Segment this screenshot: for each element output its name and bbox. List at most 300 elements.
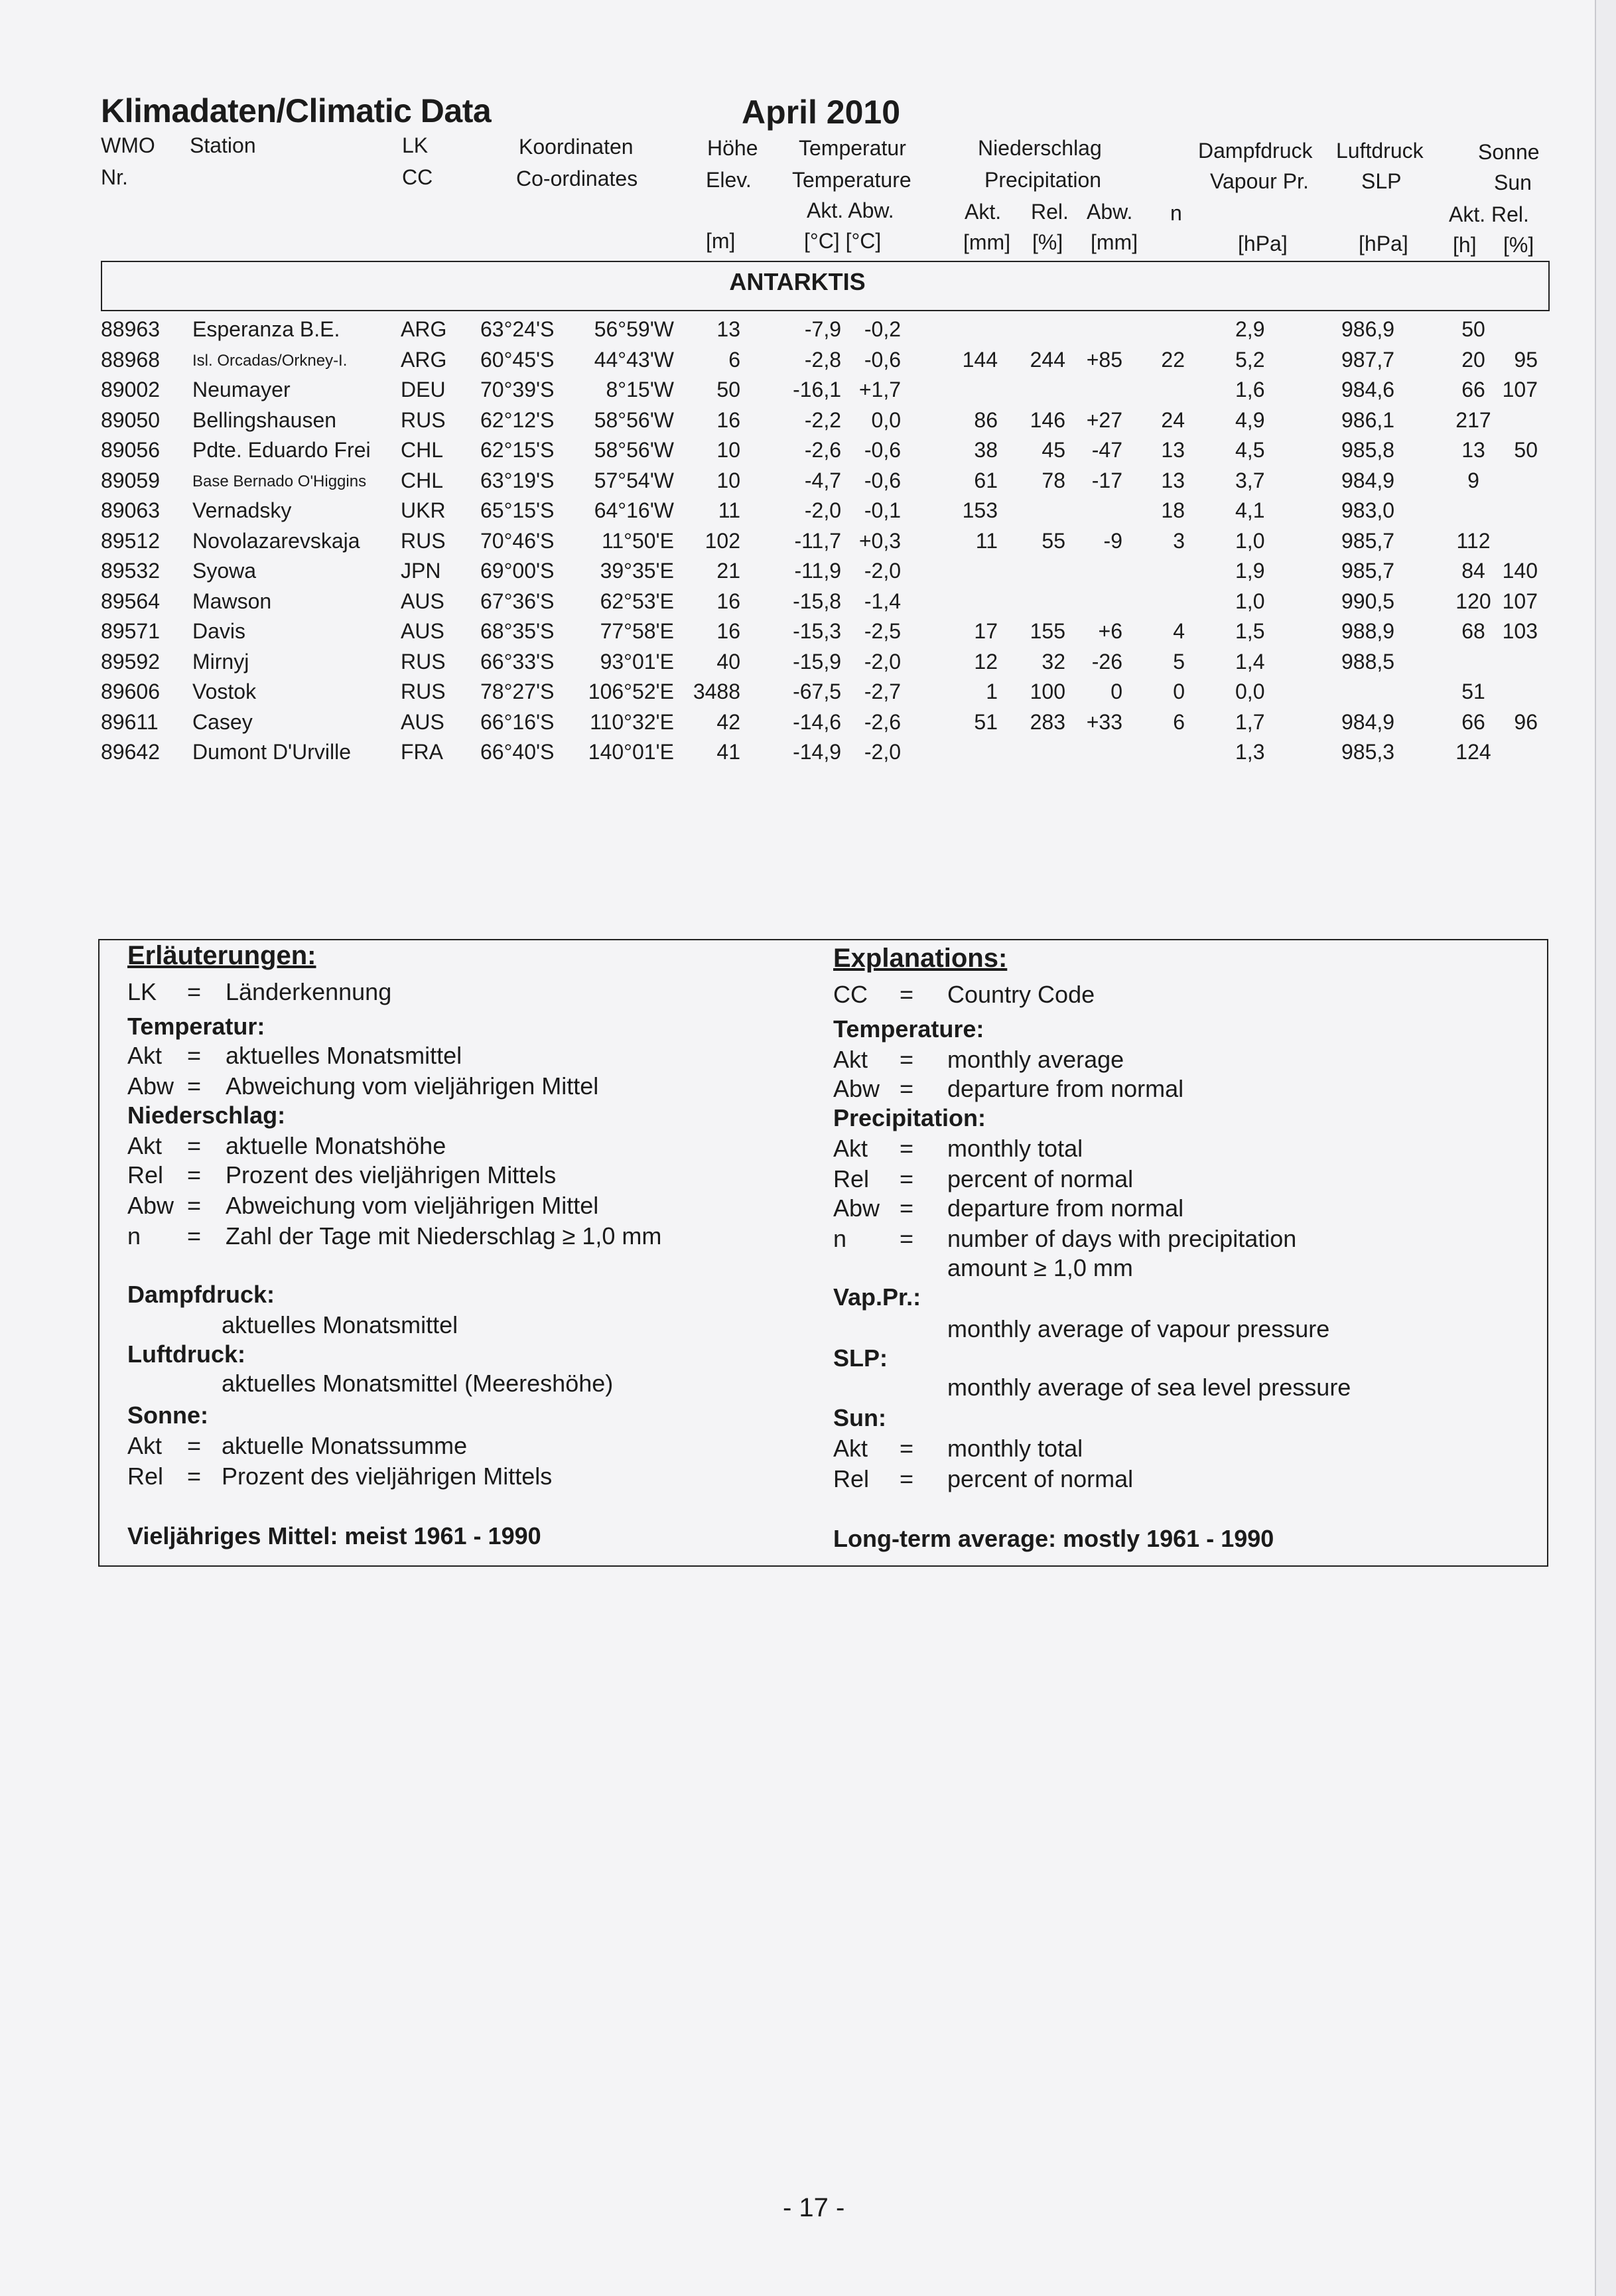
cell-lon: 110°32'E [590,709,674,734]
cell-t-akt: -7,9 [804,317,841,341]
cell-station: Vostok [192,680,257,703]
cell-lat: 63°19'S [480,468,555,492]
cell-t-abw: -2,0 [864,649,901,674]
en-t-abw-val: departure from normal [947,1075,1184,1102]
document-title: Klimadaten/Climatic Data [101,92,492,129]
cell-cc: ARG [401,317,447,341]
col-dampfdruck: Dampfdruck [1198,139,1313,163]
table-row [0,589,1595,620]
cell-p-rel: 78 [1042,468,1065,492]
cell-slp: 990,5 [1341,589,1395,613]
cell-t-akt: -2,0 [804,498,841,522]
de-p-abw-eq: = [187,1192,202,1219]
de-p-abw-val: Abweichung vom vieljährigen Mittel [226,1192,599,1219]
cell-station: Base Bernado O'Higgins [192,472,367,490]
cell-t-akt: -2,8 [804,347,841,372]
cell-lon: 39°35'E [600,559,674,583]
cell-vap: 4,9 [1235,407,1265,432]
de-s-akt-eq: = [187,1432,202,1459]
cell-lon: 140°01'E [588,740,674,764]
de-vap-head: Dampfdruck: [127,1281,275,1308]
cell-p-rel: 155 [1030,619,1065,643]
cell-sun-akt: 20 [1461,347,1485,372]
en-vap-val: monthly average of vapour pressure [947,1315,1330,1342]
cell-vap: 1,5 [1235,619,1265,643]
cell-lon: 58°56'W [594,438,674,462]
cell-vap: 5,2 [1235,347,1265,372]
en-p-abw-val: departure from normal [947,1194,1184,1222]
cell-vap: 1,0 [1235,589,1265,613]
cell-p-n: 5 [1173,649,1185,674]
cell-elev: 42 [716,709,740,734]
cell-cc: AUS [401,709,444,734]
table-row [0,650,1595,680]
cell-t-abw: +0,3 [858,528,901,553]
cell-t-abw: -2,6 [864,709,901,734]
cell-sun-rel: 96 [1514,709,1538,734]
de-s-akt-key: Akt [127,1432,163,1459]
unit-sun-pct: [%] [1503,233,1534,257]
cell-lat: 78°27'S [480,680,555,703]
de-temp-head: Temperatur: [127,1013,265,1040]
cell-p-n: 18 [1161,498,1185,522]
cell-t-abw: 0,0 [871,407,901,432]
cell-slp: 985,7 [1341,528,1395,553]
en-prec-head: Precipitation: [833,1104,986,1131]
cell-slp: 985,7 [1341,559,1395,583]
cell-p-abw: -17 [1091,468,1122,492]
unit-prec-mm2: [mm] [1091,230,1138,254]
cell-lat: 70°46'S [480,528,555,553]
cell-sun-akt: 120 [1455,589,1491,613]
cell-cc: RUS [401,407,446,432]
cell-vap: 2,9 [1235,317,1265,341]
cell-vap: 1,3 [1235,740,1265,764]
cell-t-akt: -15,3 [793,619,841,643]
cell-lat: 70°39'S [480,378,555,401]
de-t-abw-val: Abweichung vom vieljährigen Mittel [226,1072,599,1100]
cell-t-akt: -4,7 [804,468,841,492]
cell-t-akt: -2,2 [804,407,841,432]
cell-station: Syowa [192,559,257,583]
en-temp-head: Temperature: [833,1015,984,1042]
cell-elev: 16 [716,589,740,613]
cell-wmo: 89050 [101,407,160,432]
explanations-de-title: Erläuterungen: [127,941,316,970]
unit-temp: [°C] [°C] [804,229,882,253]
cell-cc: FRA [401,740,443,764]
cell-p-rel: 45 [1042,438,1065,462]
col-precipitation: Precipitation [984,168,1102,192]
de-vap-val: aktuelles Monatsmittel [222,1311,458,1338]
cell-wmo: 89532 [101,559,160,583]
cell-sun-akt: 50 [1461,317,1485,341]
cell-t-abw: -2,5 [864,619,901,643]
de-t-abw-key: Abw [127,1072,174,1100]
de-p-rel-eq: = [187,1161,202,1188]
cell-sun-akt: 68 [1461,619,1485,643]
table-row [0,317,1595,348]
table-row [0,680,1595,710]
cell-wmo: 89592 [101,649,160,674]
cell-p-abw: -26 [1091,649,1122,674]
cell-slp: 986,9 [1341,317,1395,341]
cell-slp: 984,9 [1341,709,1395,734]
cell-lon: 57°54'W [594,468,674,492]
cell-p-akt: 38 [974,438,998,462]
cell-vap: 1,4 [1235,649,1265,674]
unit-vap: [hPa] [1238,232,1288,255]
de-p-n-eq: = [187,1222,202,1250]
cell-cc: RUS [401,528,446,553]
cell-p-n: 13 [1161,438,1185,462]
cell-lat: 66°33'S [480,649,555,674]
cell-station: Dumont D'Urville [192,740,352,764]
col-prec-rel: Rel. [1031,200,1069,224]
en-p-rel-key: Rel [833,1165,870,1192]
en-s-rel-val: percent of normal [947,1465,1134,1492]
month-title: April 2010 [742,94,901,131]
en-cc-val: Country Code [947,981,1095,1008]
cell-p-abw: -9 [1103,528,1122,553]
en-vap-head: Vap.Pr.: [833,1283,921,1311]
cell-t-abw: -0,6 [864,468,901,492]
col-sonne: Sonne [1478,140,1540,164]
cell-lat: 65°15'S [480,498,555,522]
col-temp-sub: Akt. Abw. [807,198,894,222]
cell-p-abw: +27 [1086,407,1122,432]
cell-lon: 62°53'E [600,589,674,613]
de-p-n-key: n [127,1222,141,1250]
en-p-abw-key: Abw [833,1194,880,1222]
cell-station: Vernadsky [192,498,292,522]
cell-slp: 984,9 [1341,468,1395,492]
cell-t-abw: -1,4 [864,589,901,613]
cell-wmo: 89611 [101,709,159,734]
cell-elev: 21 [716,559,740,583]
cell-vap: 1,0 [1235,528,1265,553]
cell-t-abw: -2,7 [864,680,901,703]
de-slp-val: aktuelles Monatsmittel (Meereshöhe) [222,1370,614,1397]
en-cc-key: CC [833,981,868,1008]
table-row [0,438,1595,468]
cell-p-abw: +85 [1086,347,1122,372]
en-s-rel-eq: = [900,1465,914,1492]
section-label: ANTARKTIS [729,268,866,295]
en-slp-head: SLP: [833,1344,888,1372]
cell-p-akt: 17 [974,619,998,643]
col-nr: Nr. [101,165,128,189]
cell-p-abw: +6 [1098,619,1122,643]
table-row [0,378,1595,408]
de-s-akt-val: aktuelle Monatssumme [222,1432,468,1459]
table-row [0,529,1595,559]
cell-elev: 102 [705,528,740,553]
cell-elev: 11 [718,498,740,522]
cell-vap: 1,9 [1235,559,1265,583]
col-sun-sub: Akt. Rel. [1449,202,1529,226]
cell-elev: 41 [716,740,740,764]
cell-station: Esperanza B.E. [192,317,340,341]
en-t-akt-eq: = [900,1046,914,1073]
de-lk-val: Länderkennung [226,978,392,1005]
de-s-rel-key: Rel [127,1463,164,1490]
cell-lon: 44°43'W [594,347,674,372]
de-lk-eq: = [187,978,202,1005]
de-sun-head: Sonne: [127,1401,208,1429]
cell-vap: 3,7 [1235,468,1265,492]
col-hoehe: Höhe [707,136,758,160]
cell-p-abw: 0 [1111,680,1122,703]
en-p-abw-eq: = [900,1194,914,1222]
col-station: Station [190,133,256,157]
cell-slp: 987,7 [1341,347,1395,372]
cell-t-abw: +1,7 [858,378,901,401]
de-lk-key: LK [127,978,157,1005]
cell-wmo: 89063 [101,498,160,522]
de-t-akt-eq: = [187,1042,202,1069]
cell-lon: 8°15'W [606,378,674,401]
cell-t-akt: -14,6 [793,709,841,734]
cell-sun-akt: 51 [1461,680,1485,703]
en-p-n-eq: = [900,1225,914,1252]
cell-slp: 985,8 [1341,438,1395,462]
col-niederschlag: Niederschlag [978,136,1102,160]
cell-lat: 60°45'S [480,347,555,372]
cell-t-akt: -11,7 [794,528,841,553]
cell-p-n: 6 [1173,709,1185,734]
de-footer: Vieljähriges Mittel: meist 1961 - 1990 [127,1522,541,1549]
cell-slp: 984,6 [1341,378,1395,401]
cell-cc: ARG [401,347,447,372]
cell-slp: 983,0 [1341,498,1395,522]
cell-elev: 13 [716,317,740,341]
cell-t-akt: -15,9 [793,649,841,674]
cell-p-akt: 12 [974,649,998,674]
cell-p-n: 0 [1173,680,1185,703]
col-prec-akt: Akt. [965,200,1002,224]
cell-t-akt: -11,9 [794,559,841,583]
en-s-akt-eq: = [900,1435,914,1462]
cell-vap: 1,7 [1235,709,1265,734]
cell-cc: AUS [401,619,444,643]
col-coordinates: Co-ordinates [516,167,638,190]
cell-t-akt: -2,6 [804,438,841,462]
cell-vap: 0,0 [1235,680,1265,703]
col-sun: Sun [1494,171,1532,194]
unit-prec-mm: [mm] [963,230,1011,254]
cell-lat: 68°35'S [480,619,555,643]
cell-lat: 66°40'S [480,740,555,764]
cell-lat: 62°15'S [480,438,555,462]
cell-cc: CHL [401,438,444,462]
unit-sun-h: [h] [1453,233,1477,257]
col-lk: LK [402,133,429,157]
cell-elev: 3488 [693,680,740,703]
col-cc: CC [402,165,433,189]
cell-t-akt: -67,5 [793,680,841,703]
table-row [0,619,1595,650]
cell-station: Bellingshausen [192,407,337,432]
en-p-n-val2: amount ≥ 1,0 mm [947,1254,1133,1281]
cell-lat: 62°12'S [480,407,555,432]
cell-lat: 69°00'S [480,559,555,583]
cell-cc: CHL [401,468,444,492]
col-wmo: WMO [101,133,155,157]
en-t-abw-eq: = [900,1075,914,1102]
en-p-akt-val: monthly total [947,1135,1083,1162]
cell-p-n: 3 [1173,528,1185,553]
col-prec-abw: Abw. [1087,200,1133,224]
en-p-n-key: n [833,1225,847,1252]
cell-cc: RUS [401,680,446,703]
cell-station: Davis [192,619,246,643]
col-luftdruck: Luftdruck [1336,139,1424,163]
cell-sun-akt: 66 [1461,378,1485,401]
cell-lat: 63°24'S [480,317,555,341]
cell-sun-rel: 95 [1514,347,1538,372]
col-slp: SLP [1361,169,1402,193]
col-elev: Elev. [706,168,752,192]
table-row [0,559,1595,589]
cell-elev: 6 [728,347,740,372]
de-t-akt-val: aktuelles Monatsmittel [226,1042,462,1069]
cell-lon: 11°50'E [601,528,674,553]
table-row [0,498,1595,529]
cell-lat: 66°16'S [480,709,555,734]
de-s-rel-val: Prozent des vieljährigen Mittels [222,1463,553,1490]
de-p-akt-eq: = [187,1132,202,1159]
en-t-akt-key: Akt [833,1046,868,1073]
de-p-rel-val: Prozent des vieljährigen Mittels [226,1161,557,1188]
cell-p-n: 4 [1173,619,1185,643]
de-t-akt-key: Akt [127,1042,163,1069]
cell-lon: 64°16'W [594,498,674,522]
table-row [0,348,1595,378]
col-koordinaten: Koordinaten [519,135,634,159]
cell-t-akt: -15,8 [793,589,841,613]
cell-sun-akt: 124 [1455,740,1491,764]
cell-station: Isl. Orcadas/Orkney-I. [192,351,348,370]
en-p-n-val1: number of days with precipitation [947,1225,1297,1252]
de-prec-head: Niederschlag: [127,1102,286,1129]
cell-station: Novolazarevskaja [192,528,360,553]
cell-wmo: 88968 [101,347,160,372]
cell-p-n: 24 [1161,407,1185,432]
cell-p-rel: 244 [1030,347,1065,372]
cell-p-rel: 55 [1042,528,1065,553]
en-sun-head: Sun: [833,1404,886,1431]
cell-p-n: 13 [1161,468,1185,492]
cell-vap: 4,1 [1235,498,1265,522]
cell-p-rel: 146 [1030,407,1065,432]
cell-p-akt: 144 [962,347,998,372]
en-p-akt-eq: = [900,1135,914,1162]
cell-elev: 50 [716,378,740,401]
cell-vap: 1,6 [1235,378,1265,401]
cell-wmo: 89606 [101,680,160,703]
en-cc-eq: = [900,981,914,1008]
cell-elev: 16 [716,619,740,643]
cell-p-rel: 283 [1030,709,1065,734]
cell-cc: UKR [401,498,446,522]
unit-prec-pct: [%] [1032,230,1063,254]
cell-wmo: 89002 [101,378,160,401]
table-row [0,408,1595,439]
table-row [0,740,1595,770]
en-footer: Long-term average: mostly 1961 - 1990 [833,1525,1274,1552]
de-s-rel-eq: = [187,1463,202,1490]
cell-p-akt: 153 [962,498,998,522]
col-temperature: Temperature [792,168,911,192]
cell-wmo: 88963 [101,317,160,341]
en-s-akt-key: Akt [833,1435,868,1462]
en-p-rel-val: percent of normal [947,1165,1134,1192]
cell-t-abw: -2,0 [864,559,901,583]
cell-slp: 988,9 [1341,619,1395,643]
col-vapour: Vapour Pr. [1210,169,1309,193]
page-number: - 17 - [783,2193,845,2222]
cell-p-akt: 51 [974,709,998,734]
en-p-rel-eq: = [900,1165,914,1192]
cell-wmo: 89056 [101,438,160,462]
cell-p-rel: 100 [1030,680,1065,703]
cell-wmo: 89571 [101,619,160,643]
cell-cc: JPN [401,559,441,583]
cell-t-akt: -16,1 [793,378,841,401]
cell-sun-akt: 112 [1456,528,1491,553]
cell-sun-rel: 107 [1502,589,1538,613]
cell-station: Pdte. Eduardo Frei [192,438,371,462]
en-t-akt-val: monthly average [947,1046,1124,1073]
cell-elev: 10 [716,468,740,492]
cell-sun-rel: 50 [1514,438,1538,462]
cell-t-abw: -0,1 [864,498,901,522]
cell-sun-rel: 140 [1502,559,1538,583]
de-p-rel-key: Rel [127,1161,164,1188]
cell-elev: 40 [716,649,740,674]
cell-wmo: 89512 [101,528,160,553]
cell-p-abw: -47 [1091,438,1122,462]
cell-sun-akt: 13 [1461,438,1485,462]
cell-t-akt: -14,9 [793,740,841,764]
col-temperatur: Temperatur [799,136,906,160]
explanations-en-title: Explanations: [833,944,1008,973]
cell-sun-rel: 103 [1502,619,1538,643]
cell-sun-akt: 66 [1461,709,1485,734]
cell-lon: 58°56'W [594,407,674,432]
col-prec-n: n [1170,201,1182,225]
cell-slp: 988,5 [1341,649,1395,674]
cell-sun-rel: 107 [1502,378,1538,401]
cell-lon: 106°52'E [588,680,674,703]
cell-t-abw: -0,6 [864,347,901,372]
table-row [0,468,1595,499]
de-p-akt-val: aktuelle Monatshöhe [226,1132,446,1159]
cell-p-n: 22 [1161,347,1185,372]
en-t-abw-key: Abw [833,1075,880,1102]
en-slp-val: monthly average of sea level pressure [947,1374,1351,1401]
de-p-abw-key: Abw [127,1192,174,1219]
de-p-n-val: Zahl der Tage mit Niederschlag ≥ 1,0 mm [226,1222,662,1250]
cell-lon: 77°58'E [600,619,674,643]
cell-cc: DEU [401,378,446,401]
cell-sun-akt: 217 [1455,407,1491,432]
cell-station: Mawson [192,589,272,613]
cell-slp: 986,1 [1341,407,1395,432]
cell-p-akt: 1 [986,680,998,703]
cell-p-akt: 86 [974,407,998,432]
